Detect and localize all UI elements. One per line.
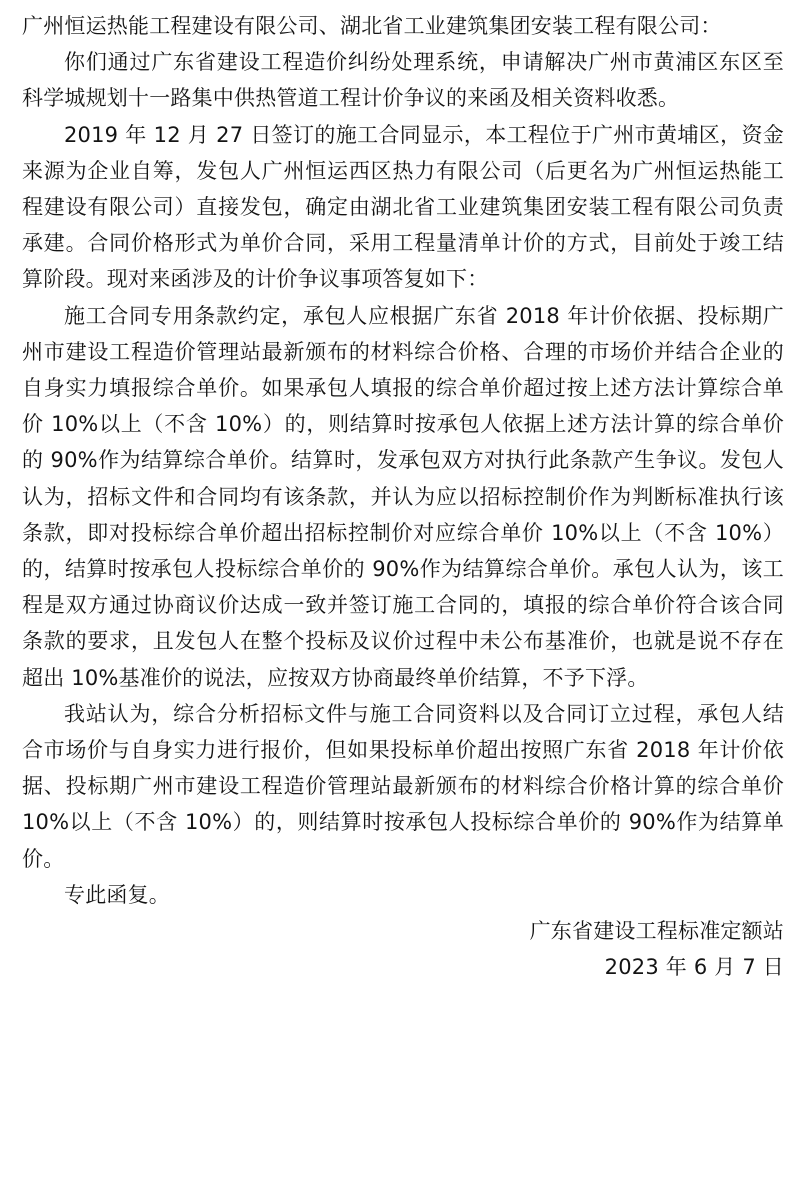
salutation: 广州恒运热能工程建设有限公司、湖北省工业建筑集团安装工程有限公司： [22, 14, 722, 38]
paragraph-ruling: 我站认为，综合分析招标文件与施工合同资料以及合同订立过程，承包人结合市场价与自身实力进行报价，但如果投标单价超出按照广东省 2018 年计价依据、投标期广州市建设工程造价管理站最新颁布的材料综合价格计算的综合单价 10%以上（不含 10%）的，则结算时按承包人投标综合单价的 90%作为结算单价。 [22, 701, 784, 871]
paragraph-receipt: 你们通过广东省建设工程造价纠纷处理系统，申请解决广州市黄浦区东区至科学城规划十一路集中供热管道工程计价争议的来函及相关资料收悉。 [22, 50, 784, 111]
closing-remark: 专此函复。 [64, 882, 170, 907]
paragraph-contract-info: 2019 年 12 月 27 日签订的施工合同显示，本工程位于广州市黄埔区，资金来源为企业自筹，发包人广州恒运西区热力有限公司（后更名为广州恒运热能工程建设有限公司）直接发包，确定由湖北省工业建筑集团安装工程有限公司负责承建。合同价格形式为单价合同，采用工程量清单计价的方式，目前处于竣工结算阶段。现对来函涉及的计价争议事项答复如下： [22, 122, 784, 292]
paragraph-dispute-details: 施工合同专用条款约定，承包人应根据广东省 2018 年计价依据、投标期广州市建设工程造价管理站最新颁布的材料综合价格、合理的市场价并结合企业的自身实力填报综合单价。如果承包人填报的综合单价超过按上述方法计算综合单价 10%以上（不含 10%）的，则结算时按承包人依据上述方法计算的综合单价的 90%作为结算综合单价。结算时，发承包双方对执行此条款产生争议。发包人认为，招标文件和合同均有该条款，并认为应以招标控制价作为判断标准执行该条款，即对投标综合单价超出招标控制价对应综合单价 10%以上（不含 10%）的，结算时按承包人投标综合单价的 90%作为结算综合单价。承包人认为，该工程是双方通过协商议价达成一致并签订施工合同的，填报的综合单价符合该合同条款的要求，且发包人在整个投标及议价过程中未公布基准价，也就是说不存在超出 10%基准价的说法，应按双方协商最终单价结算，不予下浮。 [22, 303, 784, 690]
signature-organization: 广东省建设工程标准定额站 [529, 919, 784, 944]
signature-date: 2023 年 6 月 7 日 [604, 955, 784, 980]
reply-letter [22, 8, 784, 985]
